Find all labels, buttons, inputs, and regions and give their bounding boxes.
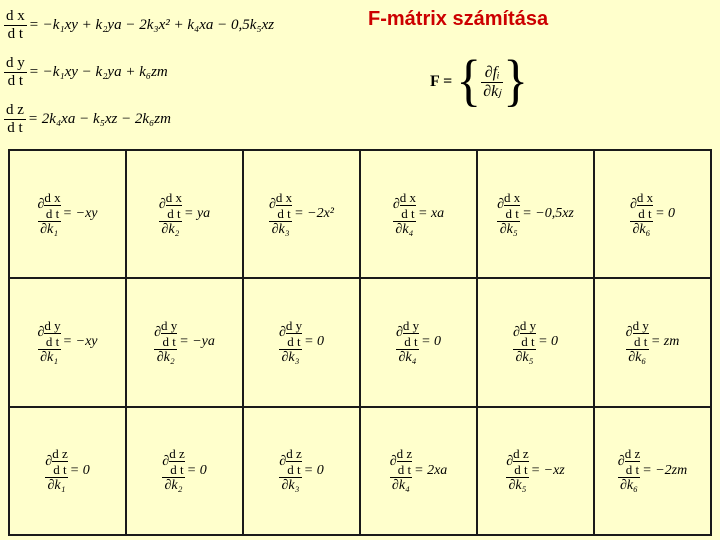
partial-symbol: ∂	[625, 325, 633, 341]
fraction-numerator: ∂fᵢ	[484, 63, 500, 81]
fraction-denominator: d t	[7, 120, 23, 136]
partial-derivative	[618, 447, 687, 494]
outer-denominator: ∂k₄	[391, 478, 410, 494]
fraction-numerator: d x	[275, 189, 293, 205]
matrix-cell	[244, 151, 361, 279]
fraction-denominator: d t	[170, 462, 184, 478]
outer-numerator	[269, 191, 292, 220]
outer-numerator	[38, 191, 61, 220]
partial-derivative	[506, 447, 565, 494]
partial-derivative	[162, 447, 206, 494]
fraction-denominator: d t	[277, 205, 291, 221]
fraction-denominator: d t	[53, 462, 67, 478]
outer-fraction	[497, 191, 520, 238]
derivative-result: = −ya	[179, 334, 215, 350]
fraction-numerator: d y	[519, 318, 537, 334]
inner-fraction	[403, 319, 419, 348]
outer-fraction	[618, 447, 640, 494]
inner-fraction	[286, 319, 302, 348]
outer-numerator	[154, 319, 177, 348]
matrix-cell	[478, 408, 595, 536]
fraction-numerator: d y	[6, 55, 25, 71]
outer-denominator: ∂k₁	[40, 221, 59, 237]
matrix-cell	[595, 279, 712, 407]
partial-derivative	[513, 319, 558, 366]
ode-equation-y	[4, 49, 344, 96]
outer-numerator	[45, 447, 67, 476]
outer-numerator	[618, 447, 640, 476]
outer-fraction	[38, 191, 61, 238]
partial-derivative	[396, 319, 441, 366]
fraction-numerator: d z	[396, 446, 413, 462]
partial-symbol: ∂	[506, 453, 514, 469]
fraction-denominator: d t	[638, 205, 652, 221]
outer-denominator: ∂k₅	[515, 350, 534, 366]
outer-fraction	[393, 191, 416, 238]
derivative-result: = 0	[655, 206, 676, 222]
fraction-denominator: d t	[521, 334, 535, 350]
inner-fraction	[400, 191, 416, 220]
equation-rhs: = 2k₄xa − k₅xz − 2k₆zm	[27, 111, 171, 127]
outer-denominator: ∂k₅	[499, 221, 518, 237]
outer-fraction	[630, 191, 653, 238]
right-brace: }	[503, 50, 529, 113]
ode-equation-x	[4, 2, 344, 49]
outer-numerator	[279, 447, 301, 476]
derivative-result: = −xy	[62, 334, 98, 350]
derivative-result: = 0	[69, 462, 90, 478]
partial-symbol: ∂	[37, 325, 45, 341]
equation-rhs: = −k₁xy − k₂ya + k₆zm	[28, 64, 168, 80]
fraction-denominator: d t	[7, 26, 24, 42]
inner-fraction	[44, 319, 60, 348]
partial-symbol: ∂	[269, 196, 276, 212]
fraction-denominator: d t	[45, 205, 60, 221]
matrix-cell	[595, 408, 712, 536]
derivative-result: = −2x²	[294, 206, 334, 222]
partial-symbol: ∂	[37, 196, 45, 212]
fraction-numerator: d z	[286, 446, 302, 462]
matrix-cell	[361, 279, 478, 407]
partial-derivative	[38, 319, 98, 366]
partial-symbol: ∂	[45, 453, 53, 469]
outer-fraction	[390, 447, 412, 494]
matrix-cell	[478, 151, 595, 279]
outer-fraction	[279, 447, 301, 494]
derivative-result: = 0	[303, 462, 324, 478]
outer-numerator	[396, 319, 419, 348]
outer-fraction	[269, 191, 292, 238]
matrix-cell	[361, 151, 478, 279]
fraction-numerator: d z	[52, 446, 68, 462]
fraction-denominator: d t	[634, 334, 648, 350]
fraction-numerator: d z	[513, 446, 529, 462]
f-matrix-label: F =	[430, 73, 453, 90]
fraction-numerator: d z	[6, 102, 24, 118]
fraction-numerator: d x	[636, 189, 654, 205]
fraction-denominator: d t	[401, 205, 415, 221]
outer-fraction	[38, 319, 61, 366]
partial-symbol: ∂	[497, 196, 505, 212]
partial-derivative	[269, 191, 334, 238]
partial-derivative	[45, 447, 89, 494]
outer-fraction	[162, 447, 184, 494]
outer-denominator: ∂k₆	[632, 221, 651, 237]
derivative-result: = 2xa	[414, 462, 448, 478]
outer-denominator: ∂k₁	[47, 478, 66, 494]
outer-numerator	[393, 191, 416, 220]
partial-derivative	[279, 447, 323, 494]
partial-symbol: ∂	[629, 196, 637, 212]
outer-denominator: ∂k₁	[40, 350, 59, 366]
derivative-result: = 0	[186, 462, 207, 478]
outer-denominator: ∂k₆	[620, 478, 639, 494]
fraction-denominator: d t	[287, 334, 301, 350]
fraction-denominator: d t	[287, 462, 301, 478]
derivative-result: = ya	[184, 206, 211, 222]
derivative-fraction	[4, 103, 26, 136]
inner-fraction	[286, 447, 302, 476]
matrix-cell	[595, 151, 712, 279]
inner-fraction	[161, 319, 177, 348]
partial-symbol: ∂	[154, 325, 162, 341]
outer-numerator	[279, 319, 302, 348]
outer-fraction	[513, 319, 536, 366]
matrix-cell	[127, 279, 244, 407]
partial-derivative	[497, 191, 574, 238]
fraction-denominator: d t	[505, 205, 519, 221]
partial-symbol: ∂	[162, 453, 170, 469]
derivative-result: = 0	[304, 334, 325, 350]
outer-denominator: ∂k₂	[161, 221, 180, 237]
outer-fraction	[159, 191, 182, 238]
fraction-denominator: d t	[162, 334, 176, 350]
f-matrix-grid	[8, 149, 712, 536]
outer-numerator	[513, 319, 536, 348]
matrix-cell	[244, 279, 361, 407]
inner-fraction	[637, 191, 653, 220]
derivative-result: = 0	[421, 334, 442, 350]
outer-numerator	[390, 447, 412, 476]
matrix-cell	[10, 408, 127, 536]
fraction-numerator: d x	[165, 189, 182, 205]
outer-numerator	[159, 191, 182, 220]
partial-derivative	[279, 319, 324, 366]
fraction-numerator: d x	[44, 189, 61, 205]
fraction-numerator: d y	[161, 318, 178, 334]
matrix-cell	[10, 279, 127, 407]
inner-fraction	[513, 447, 529, 476]
fraction-numerator: d z	[624, 446, 641, 462]
inner-fraction	[633, 319, 649, 348]
derivative-result: = −xy	[62, 206, 98, 222]
inner-fraction	[504, 191, 520, 220]
outer-numerator	[626, 319, 649, 348]
partial-symbol: ∂	[392, 196, 400, 212]
ode-equation-z	[4, 96, 344, 143]
outer-denominator: ∂k₃	[271, 221, 290, 237]
outer-numerator	[630, 191, 653, 220]
matrix-cell	[10, 151, 127, 279]
outer-numerator	[38, 319, 61, 348]
derivative-result: = −2zm	[642, 462, 688, 478]
derivative-result: = −xz	[530, 462, 565, 478]
partial-fraction	[481, 65, 503, 100]
fraction-denominator: d t	[397, 462, 412, 478]
outer-denominator: ∂k₃	[281, 478, 300, 494]
matrix-cell	[478, 279, 595, 407]
f-matrix-definition	[430, 50, 529, 113]
outer-numerator	[506, 447, 528, 476]
inner-fraction	[625, 447, 641, 476]
partial-derivative	[390, 447, 448, 494]
outer-denominator: ∂k₅	[508, 478, 527, 494]
partial-derivative	[626, 319, 680, 366]
derivative-result: = −0,5xz	[522, 206, 574, 222]
partial-symbol: ∂	[278, 325, 286, 341]
outer-denominator: ∂k₂	[164, 478, 183, 494]
fraction-numerator: d x	[504, 189, 521, 205]
inner-fraction	[44, 191, 60, 220]
outer-denominator: ∂k₃	[281, 350, 300, 366]
fraction-denominator: d t	[404, 334, 418, 350]
derivative-fraction	[4, 9, 27, 42]
fraction-denominator: d t	[45, 334, 60, 350]
fraction-denominator: d t	[7, 73, 24, 89]
inner-fraction	[520, 319, 536, 348]
outer-fraction	[45, 447, 67, 494]
partial-symbol: ∂	[512, 325, 520, 341]
partial-derivative	[159, 191, 210, 238]
partial-symbol: ∂	[279, 453, 287, 469]
outer-fraction	[396, 319, 419, 366]
inner-fraction	[169, 447, 185, 476]
ode-system	[4, 2, 344, 143]
outer-denominator: ∂k₄	[398, 350, 417, 366]
fraction-denominator: ∂kⱼ	[483, 82, 502, 100]
outer-numerator	[162, 447, 184, 476]
fraction-numerator: d x	[399, 189, 416, 205]
fraction-denominator: d t	[625, 462, 640, 478]
derivative-fraction	[4, 56, 27, 89]
matrix-cell	[127, 151, 244, 279]
partial-derivative	[154, 319, 215, 366]
outer-fraction	[279, 319, 302, 366]
matrix-cell	[244, 408, 361, 536]
partial-derivative	[393, 191, 444, 238]
derivative-result: = 0	[538, 334, 559, 350]
fraction-numerator: d y	[44, 318, 61, 334]
fraction-denominator: d t	[514, 462, 528, 478]
fraction-numerator: d x	[6, 8, 25, 24]
left-brace: {	[456, 50, 482, 113]
inner-fraction	[397, 447, 413, 476]
partial-symbol: ∂	[395, 325, 403, 341]
matrix-cell	[127, 408, 244, 536]
outer-denominator: ∂k₄	[395, 221, 414, 237]
fraction-denominator: d t	[167, 205, 181, 221]
partial-derivative	[630, 191, 675, 238]
derivative-result: = xa	[418, 206, 445, 222]
partial-symbol: ∂	[389, 453, 397, 469]
derivative-result: = zm	[650, 334, 680, 350]
inner-fraction	[276, 191, 292, 220]
partial-symbol: ∂	[617, 453, 625, 469]
fraction-numerator: d y	[402, 318, 420, 334]
partial-symbol: ∂	[158, 196, 166, 212]
fraction-numerator: d y	[632, 318, 649, 334]
inner-fraction	[166, 191, 182, 220]
fraction-numerator: d y	[285, 318, 303, 334]
outer-denominator: ∂k₆	[628, 350, 647, 366]
outer-fraction	[506, 447, 528, 494]
page-title: F-mátrix számítása	[368, 8, 549, 30]
fraction-numerator: d z	[169, 446, 185, 462]
equation-rhs: = −k₁xy + k₂ya − 2k₃x² + k₄xa − 0,5k₅xz	[28, 17, 275, 33]
outer-fraction	[154, 319, 177, 366]
outer-fraction	[626, 319, 649, 366]
outer-numerator	[497, 191, 520, 220]
outer-denominator: ∂k₂	[156, 350, 175, 366]
partial-derivative	[38, 191, 98, 238]
inner-fraction	[52, 447, 68, 476]
matrix-cell	[361, 408, 478, 536]
